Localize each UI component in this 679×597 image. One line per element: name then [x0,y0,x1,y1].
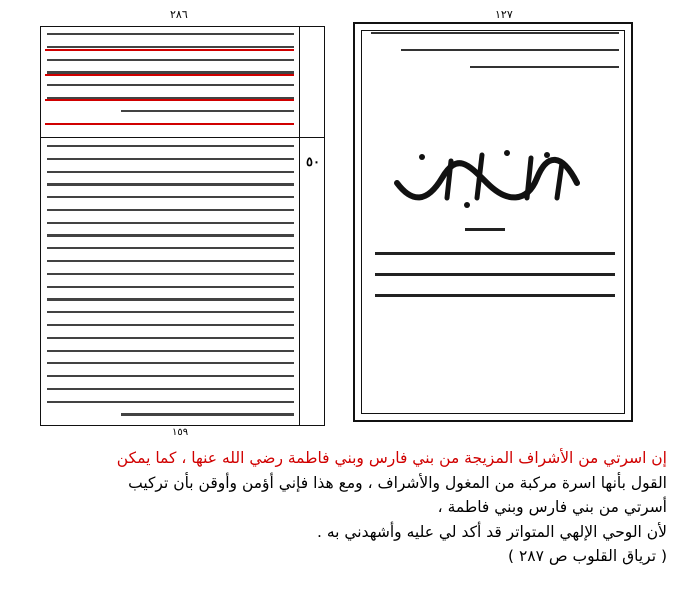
text-line [47,375,294,377]
text-line [470,66,619,68]
text-line [375,273,615,276]
text-line [47,183,294,185]
text-line [121,110,294,112]
caption-line-1: إن اسرتي من الأشراف المزيجة من بني فارس وبني فاطمة رضي الله عنها ، كما يمكن [116,449,667,467]
left-page-number: ٢٨٦ [170,8,188,21]
text-line [47,337,294,339]
margin-column-rule [299,27,300,425]
red-underline [45,74,294,76]
text-line [47,273,294,275]
text-line [47,286,294,288]
text-line [47,158,294,160]
text-line [47,234,294,236]
text-line [47,324,294,326]
right-page [345,8,645,438]
text-line [47,209,294,211]
caption-line-4: لأن الوحي الإلهي المتواتر قد أكد لي عليه وأشهدني به . [316,522,667,541]
subtitle-mark [465,228,505,231]
urdu-text-block-top [47,33,294,122]
entry-number: ٥٠ [306,155,320,170]
text-line [47,196,294,198]
arabic-caption [0,446,679,597]
left-page [30,8,335,438]
text-line [47,298,294,300]
caption-line-2: القول بأنها اسرة مركبة من المغول والأشراف ، ومع هذا فإني أؤمن وأوقن بأن تركيب [128,473,667,492]
left-page-frame [40,26,325,426]
text-line [47,84,294,86]
text-line [47,388,294,390]
red-underline [45,49,294,51]
title-page-inner-frame [361,30,625,414]
book-title [387,143,587,213]
author-lines [375,252,615,315]
text-line [47,46,294,48]
title-page-epigraph [371,32,619,83]
text-line [47,33,294,35]
text-line [47,222,294,224]
text-line [47,171,294,173]
text-line [47,362,294,364]
text-line [47,260,294,262]
text-line [47,401,294,403]
text-line [401,49,619,51]
caption-source: ( ترياق القلوب ص ٢٨٧ ) [508,547,667,565]
text-line [371,32,619,34]
text-line [47,145,294,147]
text-line [47,59,294,61]
urdu-text-block-bottom [47,145,294,426]
text-line [375,294,615,297]
text-line [375,252,615,255]
right-page-number: ١٢٧ [495,8,513,21]
text-line [47,247,294,249]
text-line [47,311,294,313]
red-underline [45,123,294,125]
red-underline [45,99,294,101]
section-divider-rule [41,137,324,138]
caption-line-3: أسرتي من بني فارس وبني فاطمة ، [437,498,667,516]
book-title-calligraphy [387,143,587,213]
text-line [121,413,294,415]
left-page-footer-number: ١٥٩ [172,427,189,438]
text-line [47,350,294,352]
